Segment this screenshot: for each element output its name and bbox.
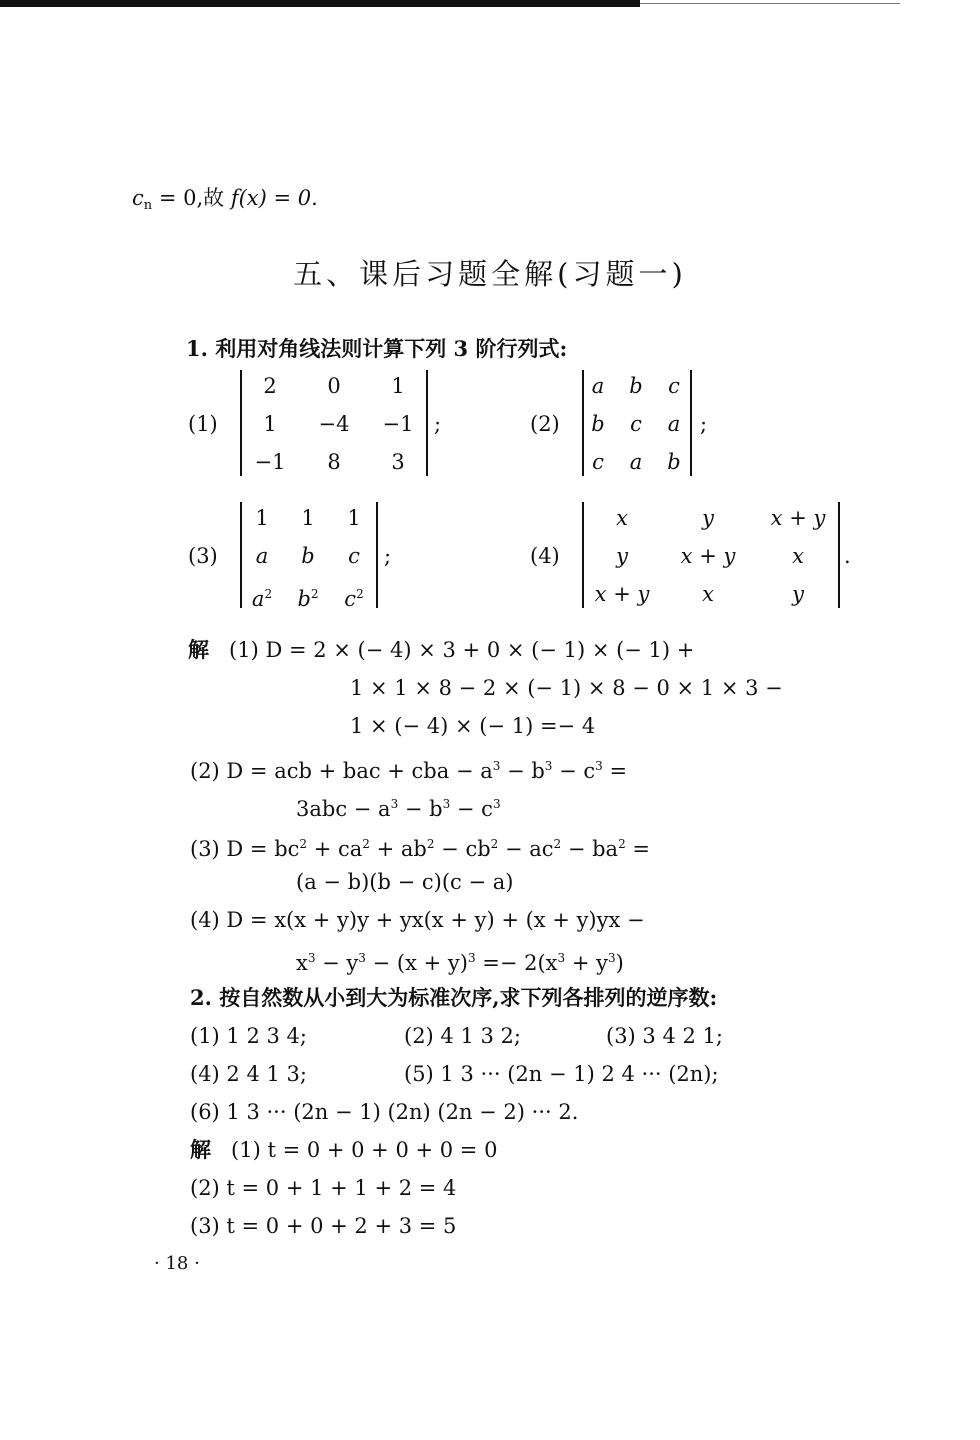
det3-matrix [240,502,378,611]
part: − b [398,797,443,821]
exp: 2 [299,837,308,851]
solution1-line9 [296,944,624,977]
solution1-line8: (4) D = x(x + y)y + yx(x + y) + (x + y)yx − [190,908,645,932]
problem2-item1: (1) 1 2 3 4; [190,1024,307,1048]
solution1-line4 [190,752,627,785]
exp: 3 [544,759,553,773]
solution2-line3: (3) t = 0 + 0 + 2 + 3 = 5 [190,1214,457,1238]
det4-cell: x + y [594,582,650,606]
det2-cell: b [591,412,605,436]
det3-exp: 2 [264,587,273,601]
det1-label: (1) [188,412,218,436]
det4-cell: y [792,582,804,606]
exp: 2 [553,837,562,851]
det4-cell: x + y [680,544,736,568]
det3-base: c [344,587,357,611]
det3-cell: 1 [255,506,269,530]
exp: 3 [467,951,476,965]
det1-cell: −1 [382,412,414,436]
det3-exp: 2 [356,587,364,601]
det3-label: (3) [188,544,218,568]
det3-cell-squared [324,580,384,613]
det2-cell: a [667,412,681,436]
carryover-formula: f(x) = 0. [230,186,318,210]
det3-base: a [251,587,265,611]
solution2-text: (1) t = 0 + 0 + 0 + 0 = 0 [231,1138,498,1162]
part: x [296,951,308,975]
det2-cell: c [592,450,604,474]
section-title: 五、课后习题全解(习题一) [293,257,687,291]
det3-cell: 1 [301,506,315,530]
exp: 3 [595,759,603,773]
part: − y [315,951,359,975]
part: − c [450,797,493,821]
det4-cell: x [702,582,714,606]
det1-cell: 8 [327,450,341,474]
solution1-line6 [190,830,650,863]
solution2-line1 [190,1136,497,1164]
det1-cell: −4 [318,412,350,436]
problem2-item5: (5) 1 3 ··· (2n − 1) 2 4 ··· (2n); [404,1062,719,1086]
page-number: · 18 · [154,1253,200,1274]
problem2-item2: (2) 4 1 3 2; [404,1024,521,1048]
exp: 3 [492,759,501,773]
det4-cell: x [616,506,628,530]
problem2-item6: (6) 1 3 ··· (2n − 1) (2n) (2n − 2) ··· 2. [190,1100,579,1124]
det3-base: b [297,587,311,611]
solution1-text: (1) D = 2 × (− 4) × 3 + 0 × (− 1) × (− 1) + [229,638,695,662]
part: =− 2(x [475,951,558,975]
part: + ab [369,837,427,861]
part: (2) D = acb + bac + cba − a [190,759,493,783]
exp: 2 [618,837,626,851]
det3-end: ; [384,544,392,568]
det3-exp: 2 [310,587,319,601]
solution1-line2: 1 × 1 × 8 − 2 × (− 1) × 8 − 0 × 1 × 3 − [350,676,783,700]
part: 3abc − a [296,797,391,821]
solution-marker: 解 [188,637,209,662]
exp: 3 [307,951,316,965]
det4-cell: x [792,544,804,568]
part: − ac [498,837,554,861]
part: = [602,759,628,783]
exp: 3 [390,797,399,811]
part: ) [615,951,624,975]
det3-cell: b [301,544,315,568]
problem2-item3: (3) 3 4 2 1; [606,1024,723,1048]
solution1-line3: 1 × (− 4) × (− 1) =− 4 [350,714,596,738]
exp: 2 [490,837,499,851]
solution2-line2: (2) t = 0 + 1 + 1 + 2 = 4 [190,1176,457,1200]
solution1-line7: (a − b)(b − c)(c − a) [296,870,514,894]
solution-marker: 解 [190,1137,211,1162]
part: = [625,837,651,861]
det2-label: (2) [530,412,560,436]
c-symbol: c [132,186,144,210]
exp: 2 [362,837,370,851]
exp: 3 [607,951,616,965]
exp: 2 [426,837,435,851]
subscript-n: n [143,198,153,213]
det2-cell: c [630,412,642,436]
det1-matrix [240,370,428,476]
problem2-item4: (4) 2 4 1 3; [190,1062,307,1086]
det3-cell: a [255,544,269,568]
part: − cb [434,837,491,861]
det4-label: (4) [530,544,560,568]
part: − ba [561,837,619,861]
part: − c [552,759,596,783]
part: (3) D = bc [190,837,300,861]
det4-end: . [844,544,851,568]
problem1-intro: 1. 利用对角线法则计算下列 3 阶行列式: [186,336,568,361]
det4-cell: y [702,506,714,530]
det2-cell: a [591,374,605,398]
part: − b [500,759,545,783]
det2-cell: b [629,374,643,398]
det1-cell: 3 [391,450,405,474]
det1-cell: −1 [254,450,286,474]
det2-cell: a [629,450,643,474]
exp: 3 [358,951,366,965]
det2-cell: b [667,450,681,474]
det2-matrix [582,370,692,476]
det1-cell: 2 [263,374,277,398]
det1-end: ; [434,412,442,436]
det4-cell: x + y [770,506,826,530]
det1-cell: 0 [327,374,341,398]
part: + ca [307,837,363,861]
det4-matrix [582,502,840,608]
carryover-line [132,184,318,220]
solution1-line1 [188,636,694,664]
part: + y [565,951,608,975]
det1-cell: 1 [391,374,405,398]
solution1-line5 [296,790,501,823]
part: − (x + y) [365,951,468,975]
det2-end: ; [700,412,708,436]
carryover-text: = 0,故 [152,186,231,210]
top-rule [0,0,640,7]
det3-cell: c [348,544,360,568]
det3-cell: 1 [347,506,361,530]
exp: 3 [442,797,451,811]
det1-cell: 1 [263,412,277,436]
det4-cell: y [616,544,628,568]
exp: 3 [492,797,501,811]
problem2-intro: 2. 按自然数从小到大为标准次序,求下列各排列的逆序数: [190,985,718,1010]
exp: 3 [557,951,566,965]
det2-cell: c [668,374,680,398]
